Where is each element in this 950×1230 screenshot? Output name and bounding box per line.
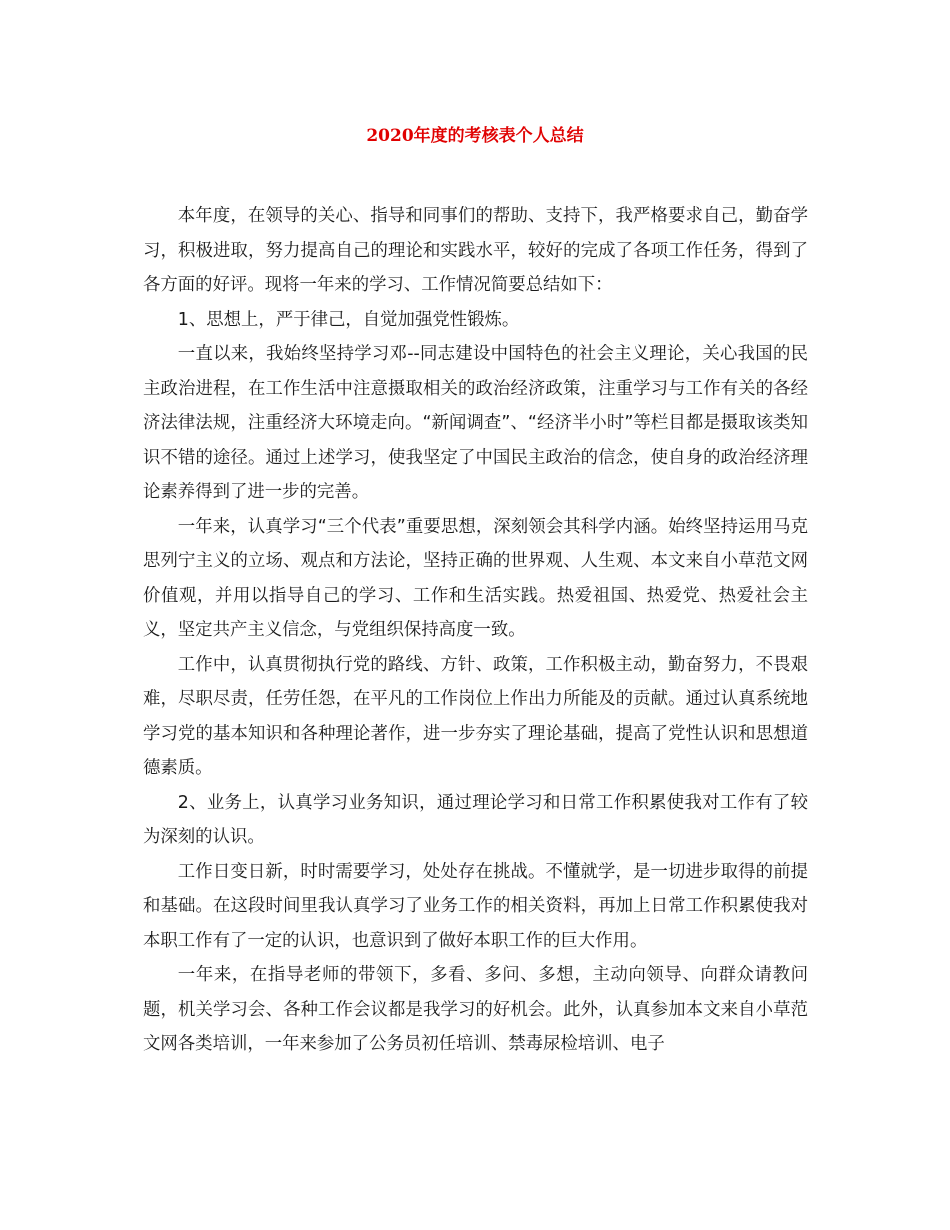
paragraph-theory-study: 一直以来，我始终坚持学习邓--同志建设中国特色的社会主义理论，关心我国的民主政治进程，在工作生活中注意摄取相关的政治经济政策，注重学习与工作有关的各经济法律法规，注重经济大环境走向。“新闻调查”、“经济半小时”等栏目都是摄取该类知识不错的途径。通过上述学习，使我坚定了中国民主政治的信念，使自身的政治经济理论素养得到了进一步的完善。 [143, 344, 808, 502]
document-body [143, 199, 808, 1062]
paragraph-section-1-heading: 1、思想上，严于律己，自觉加强党性锻炼。 [177, 309, 520, 330]
document-title: 2020年度的考核表个人总结 [366, 126, 584, 146]
paragraph-three-represents: 一年来，认真学习“三个代表”重要思想，深刻领会其科学内涵。始终坚持运用马克思列宁主义的立场、观点和方法论，坚持正确的世界观、人生观、本文来自小草范文网价值观，并用以指导自己的学习、工作和生活实践。热爱祖国、热爱党、热爱社会主义，坚定共产主义信念，与党组织保持高度一致。 [143, 516, 808, 640]
paragraph-section-2-heading: 2、业务上，认真学习业务知识，通过理论学习和日常工作积累使我对工作有了较为深刻的认识。 [143, 792, 808, 847]
paragraph-training: 一年来，在指导老师的带领下，多看、多问、多想，主动向领导、向群众请教问题，机关学习会、各种工作会议都是我学习的好机会。此外，认真参加本文来自小草范文网各类培训，一年来参加了公务员初任培训、禁毒尿检培训、电子 [143, 965, 808, 1054]
paragraph-work-attitude: 工作中，认真贯彻执行党的路线、方针、政策，工作积极主动，勤奋努力，不畏艰难，尽职尽责，任劳任怨，在平凡的工作岗位上作出力所能及的贡献。通过认真系统地学习党的基本知识和各种理论著作，进一步夯实了理论基础，提高了党性认识和思想道德素质。 [143, 654, 808, 778]
paragraph-daily-learning: 工作日变日新，时时需要学习，处处存在挑战。不懂就学，是一切进步取得的前提和基础。在这段时间里我认真学习了业务工作的相关资料，再加上日常工作积累使我对本职工作有了一定的认识，也意识到了做好本职工作的巨大作用。 [143, 861, 808, 951]
paragraph-intro: 本年度，在领导的关心、指导和同事们的帮助、支持下，我严格要求自己，勤奋学习，积极进取，努力提高自己的理论和实践水平，较好的完成了各项工作任务，得到了各方面的好评。现将一年来的学习、工作情况简要总结如下： [143, 206, 808, 295]
